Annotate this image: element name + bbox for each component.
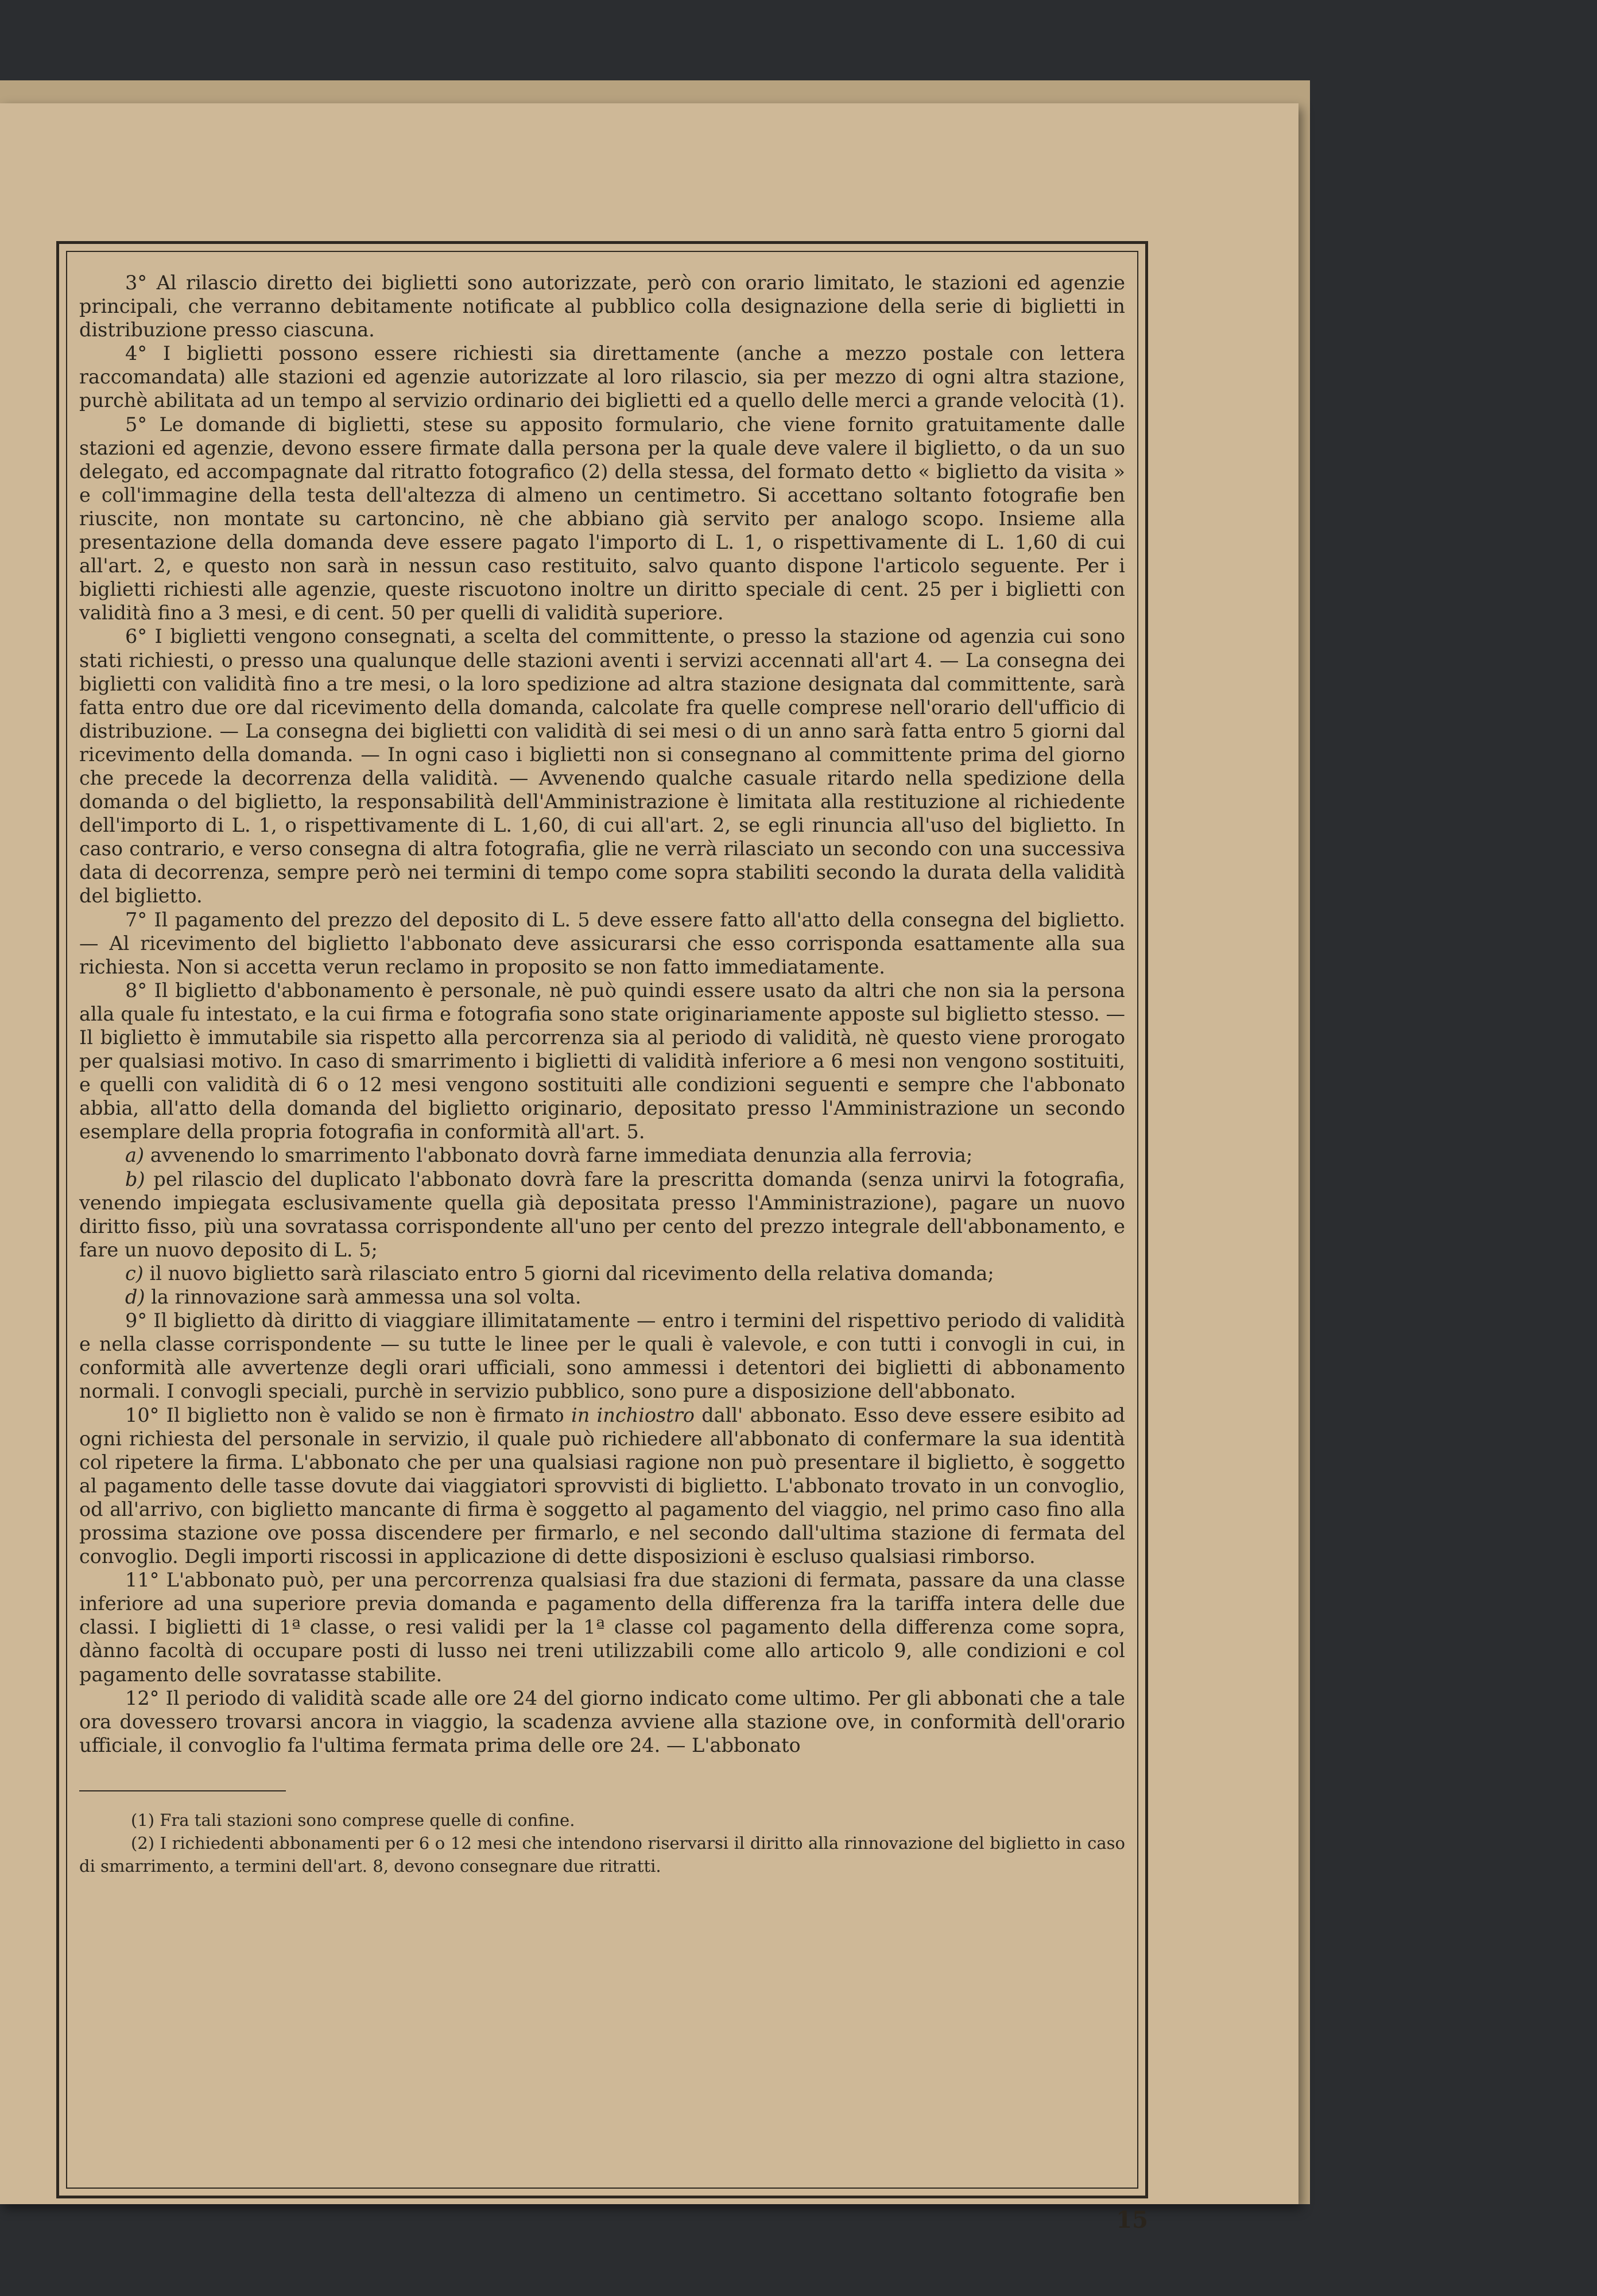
sub-item-marker: a)	[125, 1144, 145, 1167]
paragraph-10-italic: in inchiostro	[571, 1403, 695, 1426]
sub-item-marker: c)	[125, 1262, 144, 1285]
page-number: 15	[1116, 2206, 1148, 2233]
sub-item-c	[79, 1262, 1125, 1285]
footnote-2: (2) I richiedenti abbonamenti per 6 o 12 mesi che intendono riservarsi il diritto alla rinnovazione del biglietto in caso di smarrimento, a termini dell'art. 8, devono consegnare due ritratti.	[79, 1833, 1125, 1876]
paragraph-9: 9° Il biglietto dà diritto di viaggiare illimitatamente — entro i termini del rispettivo periodo di validità e nella classe corrispondente — su tutte le linee per le quali è valevole, e con tutti i convogli in cui, in conformità alle avvertenze degli orari ufficiali, sono ammessi i detentori dei biglietti di abbonamento normali. I convogli speciali, purchè in servizio pubblico, sono pure a disposizione dell'abbonato.	[79, 1309, 1125, 1403]
paragraph-8: 8° Il biglietto d'abbonamento è personale, nè può quindi essere usato da altri che non sia la persona alla quale fu intestato, e la cui firma e fotografia sono state originariamente apposte sul biglietto stesso. — Il biglietto è immutabile sia rispetto alla percorrenza sia al periodo di validità, nè questo viene prorogato per qualsiasi motivo. In caso di smarrimento i biglietti di validità inferiore a 6 mesi non vengono sostituiti, e quelli con validità di 6 o 12 mesi vengono sostituiti alle condizioni seguenti e sempre che l'abbonato abbia, all'atto della domanda del biglietto originario, depositato presso l'Amministrazione un secondo esemplare della propria fotografia in conformità all'art. 5.	[79, 979, 1125, 1143]
sub-item-text: la rinnovazione sarà ammessa una sol volta.	[151, 1286, 582, 1309]
sub-item-d	[79, 1285, 1125, 1309]
paragraph-3: 3° Al rilascio diretto dei biglietti sono autorizzate, però con orario limitato, le stazioni ed agenzie principali, che verranno debitamente notificate al pubblico colla designazione della serie di biglietti in distribuzione presso ciascuna.	[79, 272, 1125, 342]
paragraph-10-start: 10° Il biglietto non è valido se non è firmato	[125, 1403, 564, 1426]
paragraph-4: 4° I biglietti possono essere richiesti sia direttamente (anche a mezzo postale con lettera raccomandata) alle stazioni ed agenzie autorizzate al loro rilascio, sia per mezzo di ogni altra stazione, purchè abilitata ad un tempo al servizio ordinario dei biglietti ed a quello delle merci a grande velocità (1).	[79, 342, 1125, 412]
sub-item-text: avvenendo lo smarrimento l'abbonato dovrà farne immediata denunzia alla ferrovia;	[150, 1144, 973, 1167]
sub-item-marker: b)	[125, 1168, 145, 1190]
paragraph-7: 7° Il pagamento del prezzo del deposito di L. 5 deve essere fatto all'atto della consegna del biglietto. — Al ricevimento del biglietto l'abbonato deve assicurarsi che esso corrisponda esattamente alla sua richiesta. Non si accetta verun reclamo in proposito se non fatto immediatamente.	[79, 908, 1125, 978]
footnote-divider	[79, 1790, 286, 1791]
sub-item-text: pel rilascio del duplicato l'abbonato dovrà fare la prescritta domanda (senza unirvi la fotografia, venendo impiegata esclusivamente quella già depositata presso l'Amministrazione), pagare un nuovo diritto fisso, più una sovratassa corrispondente all'uno per cento del prezzo integrale dell'abbonamento, e fare un nuovo deposito di L. 5;	[79, 1168, 1125, 1261]
paragraph-12: 12° Il periodo di validità scade alle ore 24 del giorno indicato come ultimo. Per gli abbonati che a tale ora dovessero trovarsi ancora in viaggio, la scadenza avviene alla stazione ove, in conformità dell'orario ufficiale, il convoglio fa l'ultima fermata prima delle ore 24. — L'abbonato	[79, 1686, 1125, 1756]
footnotes	[79, 1809, 1125, 1878]
page-body	[79, 271, 1125, 2177]
paragraph-11: 11° L'abbonato può, per una percorrenza qualsiasi fra due stazioni di fermata, passare da una classe inferiore ad una superiore previa domanda e pagamento della differenza fra la tariffa intera delle due classi. I biglietti di 1ª classe, o resi validi per la 1ª classe col pagamento della differenza come sopra, dànno facoltà di occupare posti di lusso nei treni utilizzabili come allo articolo 9, alle condizioni e col pagamento delle sovratasse stabilite.	[79, 1569, 1125, 1686]
footnote-1: (1) Fra tali stazioni sono comprese quelle di confine.	[131, 1810, 575, 1830]
paragraph-5: 5° Le domande di biglietti, stese su apposito formulario, che viene fornito gratuitamente dalle stazioni ed agenzie, devono essere firmate dalla persona per la quale deve valere il biglietto, o da un suo delegato, ed accompagnate dal ritratto fotografico (2) della stessa, del formato detto « biglietto da visita » e coll'immagine della testa dell'altezza di almeno un centimetro. Si accettano soltanto fotografie ben riuscite, non montate su cartoncino, nè che abbiano già servito per analogo scopo. Insieme alla presentazione della domanda deve essere pagato l'importo di L. 1, o rispettivamente di L. 1,60 di cui all'art. 2, e questo non sarà in nessun caso restituito, salvo quanto dispone l'articolo seguente. Per i biglietti richiesti alle agenzie, queste riscuotono inoltre un diritto speciale di cent. 25 per i biglietti con validità fino a 3 mesi, e di cent. 50 per quelli di validità superiore.	[79, 413, 1125, 625]
paragraph-10	[79, 1403, 1125, 1569]
book-page	[0, 103, 1298, 2233]
sub-item-marker: d)	[125, 1286, 145, 1309]
paragraph-6: 6° I biglietti vengono consegnati, a scelta del committente, o presso la stazione od agenzia cui sono stati richiesti, o presso una qualunque delle stazioni aventi i servizi accennati all'art 4. — La consegna dei biglietti con validità fino a tre mesi, o la loro spedizione ad altra stazione designata dal committente, sarà fatta entro due ore dal ricevimento della domanda, calcolate fra quelle comprese nell'orario dell'ufficio di distribuzione. — La consegna dei biglietti con validità di sei mesi o di un anno sarà fatta entro 5 giorni dal ricevimento della domanda. — In ogni caso i biglietti non si consegnano al committente prima del giorno che precede la decorrenza della validità. — Avvenendo qualche casuale ritardo nella spedizione della domanda o del biglietto, la responsabilità dell'Amministrazione è limitata alla restituzione al richiedente dell'importo di L. 1, o rispettivamente di L. 1,60, di cui all'art. 2, se egli rinuncia all'uso del biglietto. In caso contrario, e verso consegna di altra fotografia, glie ne verrà rilasciato un secondo con una successiva data di decorrenza, sempre però nei termini di tempo come sopra stabiliti secondo la durata della validità del biglietto.	[79, 625, 1125, 907]
sub-item-b	[79, 1168, 1125, 1262]
sub-item-a	[79, 1143, 1125, 1167]
sub-item-text: il nuovo biglietto sarà rilasciato entro 5 giorni dal ricevimento della relativa domanda;	[149, 1262, 994, 1285]
paragraph-10-rest: dall' abbonato. Esso deve essere esibito ad ogni richiesta del personale in servizio, il quale può richiedere all'abbonato di confermare la sua identità col ripetere la firma. L'abbonato che per una qualsiasi ragione non può presentare il biglietto, è soggetto al pagamento delle tasse dovute dai viaggiatori sprovvisti di biglietto. L'abbonato trovato in un convoglio, od all'arrivo, con biglietto mancante di firma è soggetto al pagamento del viaggio, nel primo caso fino alla prossima stazione ove possa discendere per firmarlo, e nel secondo dall'ultima stazione di fermata del convoglio. Degli importi riscossi in applicazione di dette disposizioni è escluso qualsiasi rimborso.	[79, 1403, 1125, 1568]
